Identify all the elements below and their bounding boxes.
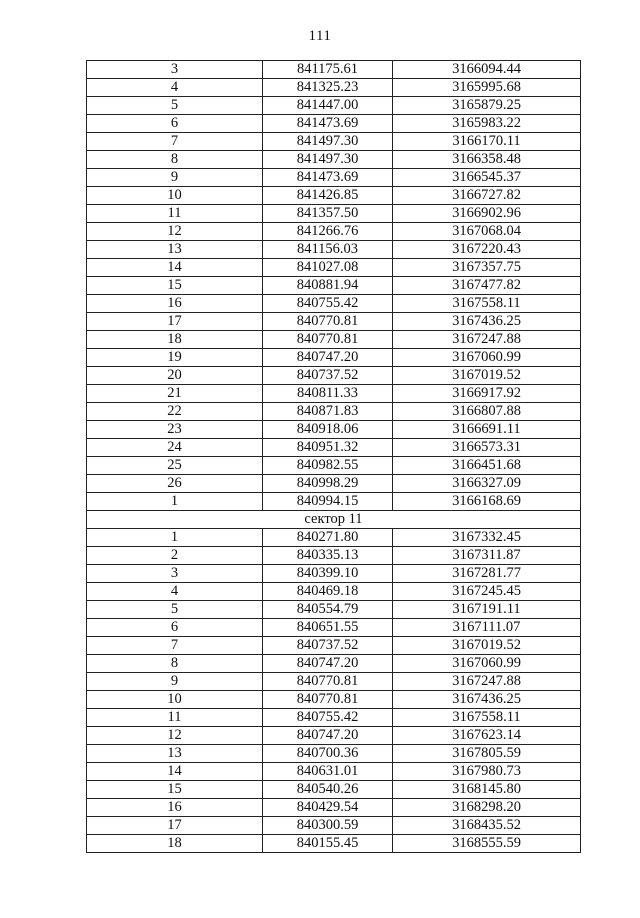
x-coordinate-cell: 841325.23 xyxy=(263,79,393,97)
point-number-cell: 12 xyxy=(87,727,263,745)
y-coordinate-cell: 3166358.48 xyxy=(393,151,581,169)
table-row xyxy=(87,79,581,97)
y-coordinate-cell: 3167191.11 xyxy=(393,601,581,619)
point-number-cell: 16 xyxy=(87,799,263,817)
table-row xyxy=(87,655,581,673)
table-row xyxy=(87,583,581,601)
y-coordinate-cell: 3168435.52 xyxy=(393,817,581,835)
y-coordinate-cell: 3167357.75 xyxy=(393,259,581,277)
y-coordinate-cell: 3167281.77 xyxy=(393,565,581,583)
y-coordinate-cell: 3166451.68 xyxy=(393,457,581,475)
point-number-cell: 11 xyxy=(87,709,263,727)
y-coordinate-cell: 3165995.68 xyxy=(393,79,581,97)
point-number-cell: 17 xyxy=(87,817,263,835)
point-number-cell: 16 xyxy=(87,295,263,313)
x-coordinate-cell: 840747.20 xyxy=(263,727,393,745)
table-row xyxy=(87,475,581,493)
point-number-cell: 20 xyxy=(87,367,263,385)
y-coordinate-cell: 3167623.14 xyxy=(393,727,581,745)
table-row xyxy=(87,799,581,817)
point-number-cell: 21 xyxy=(87,385,263,403)
point-number-cell: 10 xyxy=(87,691,263,709)
point-number-cell: 4 xyxy=(87,583,263,601)
y-coordinate-cell: 3167060.99 xyxy=(393,349,581,367)
point-number-cell: 2 xyxy=(87,547,263,565)
y-coordinate-cell: 3166807.88 xyxy=(393,403,581,421)
table-row xyxy=(87,763,581,781)
y-coordinate-cell: 3165983.22 xyxy=(393,115,581,133)
point-number-cell: 6 xyxy=(87,115,263,133)
table-row xyxy=(87,565,581,583)
point-number-cell: 19 xyxy=(87,349,263,367)
x-coordinate-cell: 841497.30 xyxy=(263,133,393,151)
table-row xyxy=(87,331,581,349)
y-coordinate-cell: 3166327.09 xyxy=(393,475,581,493)
table-row xyxy=(87,277,581,295)
table-row xyxy=(87,781,581,799)
y-coordinate-cell: 3167068.04 xyxy=(393,223,581,241)
x-coordinate-cell: 840155.45 xyxy=(263,835,393,853)
point-number-cell: 11 xyxy=(87,205,263,223)
y-coordinate-cell: 3166727.82 xyxy=(393,187,581,205)
point-number-cell: 12 xyxy=(87,223,263,241)
x-coordinate-cell: 840982.55 xyxy=(263,457,393,475)
table-row xyxy=(87,241,581,259)
y-coordinate-cell: 3166545.37 xyxy=(393,169,581,187)
y-coordinate-cell: 3167111.07 xyxy=(393,619,581,637)
point-number-cell: 3 xyxy=(87,565,263,583)
table-row xyxy=(87,133,581,151)
point-number-cell: 9 xyxy=(87,169,263,187)
table-row xyxy=(87,169,581,187)
y-coordinate-cell: 3167558.11 xyxy=(393,709,581,727)
point-number-cell: 9 xyxy=(87,673,263,691)
table-row xyxy=(87,745,581,763)
x-coordinate-cell: 841027.08 xyxy=(263,259,393,277)
point-number-cell: 5 xyxy=(87,97,263,115)
x-coordinate-cell: 841266.76 xyxy=(263,223,393,241)
y-coordinate-cell: 3167019.52 xyxy=(393,367,581,385)
point-number-cell: 24 xyxy=(87,439,263,457)
y-coordinate-cell: 3167477.82 xyxy=(393,277,581,295)
x-coordinate-cell: 840631.01 xyxy=(263,763,393,781)
point-number-cell: 4 xyxy=(87,79,263,97)
table-row xyxy=(87,673,581,691)
x-coordinate-cell: 840747.20 xyxy=(263,349,393,367)
point-number-cell: 7 xyxy=(87,637,263,655)
table-row xyxy=(87,547,581,565)
x-coordinate-cell: 840770.81 xyxy=(263,331,393,349)
y-coordinate-cell: 3167436.25 xyxy=(393,313,581,331)
coordinates-table xyxy=(86,60,581,853)
x-coordinate-cell: 840651.55 xyxy=(263,619,393,637)
y-coordinate-cell: 3166917.92 xyxy=(393,385,581,403)
x-coordinate-cell: 840271.80 xyxy=(263,529,393,547)
x-coordinate-cell: 840737.52 xyxy=(263,367,393,385)
x-coordinate-cell: 840737.52 xyxy=(263,637,393,655)
x-coordinate-cell: 840770.81 xyxy=(263,691,393,709)
x-coordinate-cell: 840554.79 xyxy=(263,601,393,619)
x-coordinate-cell: 840747.20 xyxy=(263,655,393,673)
x-coordinate-cell: 841175.61 xyxy=(263,61,393,79)
y-coordinate-cell: 3166170.11 xyxy=(393,133,581,151)
table-row xyxy=(87,385,581,403)
table-row xyxy=(87,187,581,205)
x-coordinate-cell: 841497.30 xyxy=(263,151,393,169)
point-number-cell: 8 xyxy=(87,151,263,169)
coordinates-table-body xyxy=(87,61,581,853)
point-number-cell: 10 xyxy=(87,187,263,205)
point-number-cell: 14 xyxy=(87,763,263,781)
y-coordinate-cell: 3167220.43 xyxy=(393,241,581,259)
point-number-cell: 15 xyxy=(87,781,263,799)
y-coordinate-cell: 3167060.99 xyxy=(393,655,581,673)
point-number-cell: 8 xyxy=(87,655,263,673)
x-coordinate-cell: 840881.94 xyxy=(263,277,393,295)
y-coordinate-cell: 3167980.73 xyxy=(393,763,581,781)
table-row xyxy=(87,205,581,223)
x-coordinate-cell: 840755.42 xyxy=(263,709,393,727)
x-coordinate-cell: 840770.81 xyxy=(263,673,393,691)
x-coordinate-cell: 840951.32 xyxy=(263,439,393,457)
point-number-cell: 3 xyxy=(87,61,263,79)
y-coordinate-cell: 3166573.31 xyxy=(393,439,581,457)
table-row xyxy=(87,295,581,313)
x-coordinate-cell: 840335.13 xyxy=(263,547,393,565)
table-row xyxy=(87,223,581,241)
y-coordinate-cell: 3167311.87 xyxy=(393,547,581,565)
table-row xyxy=(87,691,581,709)
point-number-cell: 25 xyxy=(87,457,263,475)
x-coordinate-cell: 841473.69 xyxy=(263,169,393,187)
y-coordinate-cell: 3165879.25 xyxy=(393,97,581,115)
point-number-cell: 22 xyxy=(87,403,263,421)
table-row xyxy=(87,601,581,619)
y-coordinate-cell: 3167332.45 xyxy=(393,529,581,547)
point-number-cell: 5 xyxy=(87,601,263,619)
section-header-row xyxy=(87,511,581,529)
table-row xyxy=(87,259,581,277)
x-coordinate-cell: 840998.29 xyxy=(263,475,393,493)
table-row xyxy=(87,637,581,655)
y-coordinate-cell: 3167436.25 xyxy=(393,691,581,709)
table-row xyxy=(87,835,581,853)
table-row xyxy=(87,817,581,835)
y-coordinate-cell: 3167558.11 xyxy=(393,295,581,313)
y-coordinate-cell: 3166168.69 xyxy=(393,493,581,511)
x-coordinate-cell: 840994.15 xyxy=(263,493,393,511)
point-number-cell: 23 xyxy=(87,421,263,439)
y-coordinate-cell: 3166094.44 xyxy=(393,61,581,79)
y-coordinate-cell: 3168145.80 xyxy=(393,781,581,799)
x-coordinate-cell: 841426.85 xyxy=(263,187,393,205)
x-coordinate-cell: 841156.03 xyxy=(263,241,393,259)
y-coordinate-cell: 3167805.59 xyxy=(393,745,581,763)
point-number-cell: 13 xyxy=(87,745,263,763)
point-number-cell: 14 xyxy=(87,259,263,277)
page-number: 111 xyxy=(308,28,332,44)
table-row xyxy=(87,457,581,475)
point-number-cell: 6 xyxy=(87,619,263,637)
table-row xyxy=(87,403,581,421)
y-coordinate-cell: 3167245.45 xyxy=(393,583,581,601)
x-coordinate-cell: 840918.06 xyxy=(263,421,393,439)
table-row xyxy=(87,529,581,547)
point-number-cell: 26 xyxy=(87,475,263,493)
table-row xyxy=(87,115,581,133)
x-coordinate-cell: 840399.10 xyxy=(263,565,393,583)
table-row xyxy=(87,619,581,637)
table-row xyxy=(87,367,581,385)
x-coordinate-cell: 840811.33 xyxy=(263,385,393,403)
table-row xyxy=(87,151,581,169)
table-row xyxy=(87,727,581,745)
y-coordinate-cell: 3167247.88 xyxy=(393,673,581,691)
x-coordinate-cell: 840300.59 xyxy=(263,817,393,835)
y-coordinate-cell: 3166902.96 xyxy=(393,205,581,223)
y-coordinate-cell: 3168298.20 xyxy=(393,799,581,817)
y-coordinate-cell: 3167019.52 xyxy=(393,637,581,655)
x-coordinate-cell: 840755.42 xyxy=(263,295,393,313)
y-coordinate-cell: 3166691.11 xyxy=(393,421,581,439)
point-number-cell: 1 xyxy=(87,493,263,511)
x-coordinate-cell: 841447.00 xyxy=(263,97,393,115)
table-row xyxy=(87,709,581,727)
x-coordinate-cell: 840429.54 xyxy=(263,799,393,817)
point-number-cell: 15 xyxy=(87,277,263,295)
table-row xyxy=(87,493,581,511)
table-row xyxy=(87,439,581,457)
x-coordinate-cell: 841473.69 xyxy=(263,115,393,133)
table-row xyxy=(87,61,581,79)
x-coordinate-cell: 840770.81 xyxy=(263,313,393,331)
point-number-cell: 18 xyxy=(87,331,263,349)
table-row xyxy=(87,313,581,331)
table-row xyxy=(87,421,581,439)
table-row xyxy=(87,349,581,367)
x-coordinate-cell: 840871.83 xyxy=(263,403,393,421)
y-coordinate-cell: 3167247.88 xyxy=(393,331,581,349)
section-label: сектор 11 xyxy=(87,511,581,529)
x-coordinate-cell: 841357.50 xyxy=(263,205,393,223)
point-number-cell: 13 xyxy=(87,241,263,259)
y-coordinate-cell: 3168555.59 xyxy=(393,835,581,853)
x-coordinate-cell: 840700.36 xyxy=(263,745,393,763)
point-number-cell: 18 xyxy=(87,835,263,853)
x-coordinate-cell: 840469.18 xyxy=(263,583,393,601)
point-number-cell: 17 xyxy=(87,313,263,331)
x-coordinate-cell: 840540.26 xyxy=(263,781,393,799)
table-row xyxy=(87,97,581,115)
point-number-cell: 7 xyxy=(87,133,263,151)
point-number-cell: 1 xyxy=(87,529,263,547)
